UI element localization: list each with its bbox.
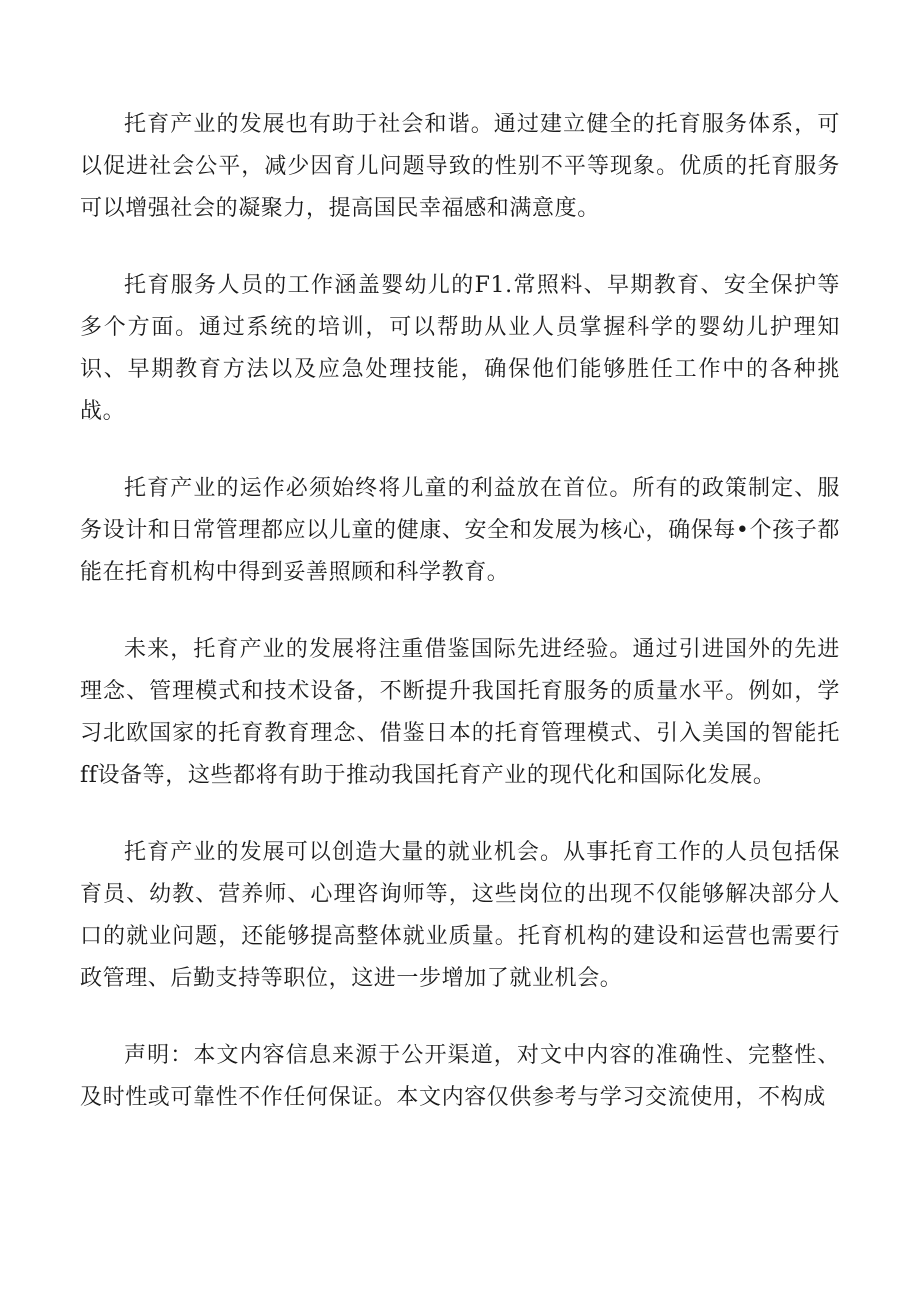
- paragraph-employment: 托育产业的发展可以创造大量的就业机会。从事托育工作的人员包括保育员、幼教、营养师、心理咨询师等，这些岗位的出现不仅能够解决部分人口的就业问题，还能够提高整体就业质量。托育机构的建设和运营也需要行政管理、后勤支持等职位，这进一步增加了就业机会。: [80, 840, 840, 991]
- document-page: [80, 104, 840, 1154]
- paragraph-social-harmony: 托育产业的发展也有助于社会和谐。通过建立健全的托育服务体系，可以促进社会公平，减少因育儿问题导致的性别不平等现象。优质的托育服务可以增强社会的凝聚力，提高国民幸福感和满意度。: [80, 112, 840, 221]
- paragraph-disclaimer: 声明：本文内容信息来源于公开渠道，对文中内容的准确性、完整性、及时性或可靠性不作任何保证。本文内容仅供参考与学习交流使用，不构成: [80, 1043, 840, 1110]
- paragraph-international-experience: 未来，托育产业的发展将注重借鉴国际先进经验。通过引进国外的先进理念、管理模式和技术设备，不断提升我国托育服务的质量水平。例如，学习北欧国家的托育教育理念、借鉴日本的托育管理模式、引入美国的智能托ff设备等，这些都将有助于推动我国托育产业的现代化和国际化发展。: [80, 637, 840, 788]
- paragraph-staff-training: 托育服务人员的工作涵盖婴幼儿的F1.常照料、早期教育、安全保护等多个方面。通过系统的培训，可以帮助从业人员掌握科学的婴幼儿护理知识、早期教育方法以及应急处理技能，确保他们能够胜任工作中的各种挑战。: [80, 273, 840, 424]
- paragraph-child-interest: 托育产业的运作必须始终将儿童的利益放在首位。所有的政策制定、服务设计和日常管理都应以儿童的健康、安全和发展为核心，确保每•个孩子都能在托育机构中得到妥善照顾和科学教育。: [80, 476, 840, 585]
